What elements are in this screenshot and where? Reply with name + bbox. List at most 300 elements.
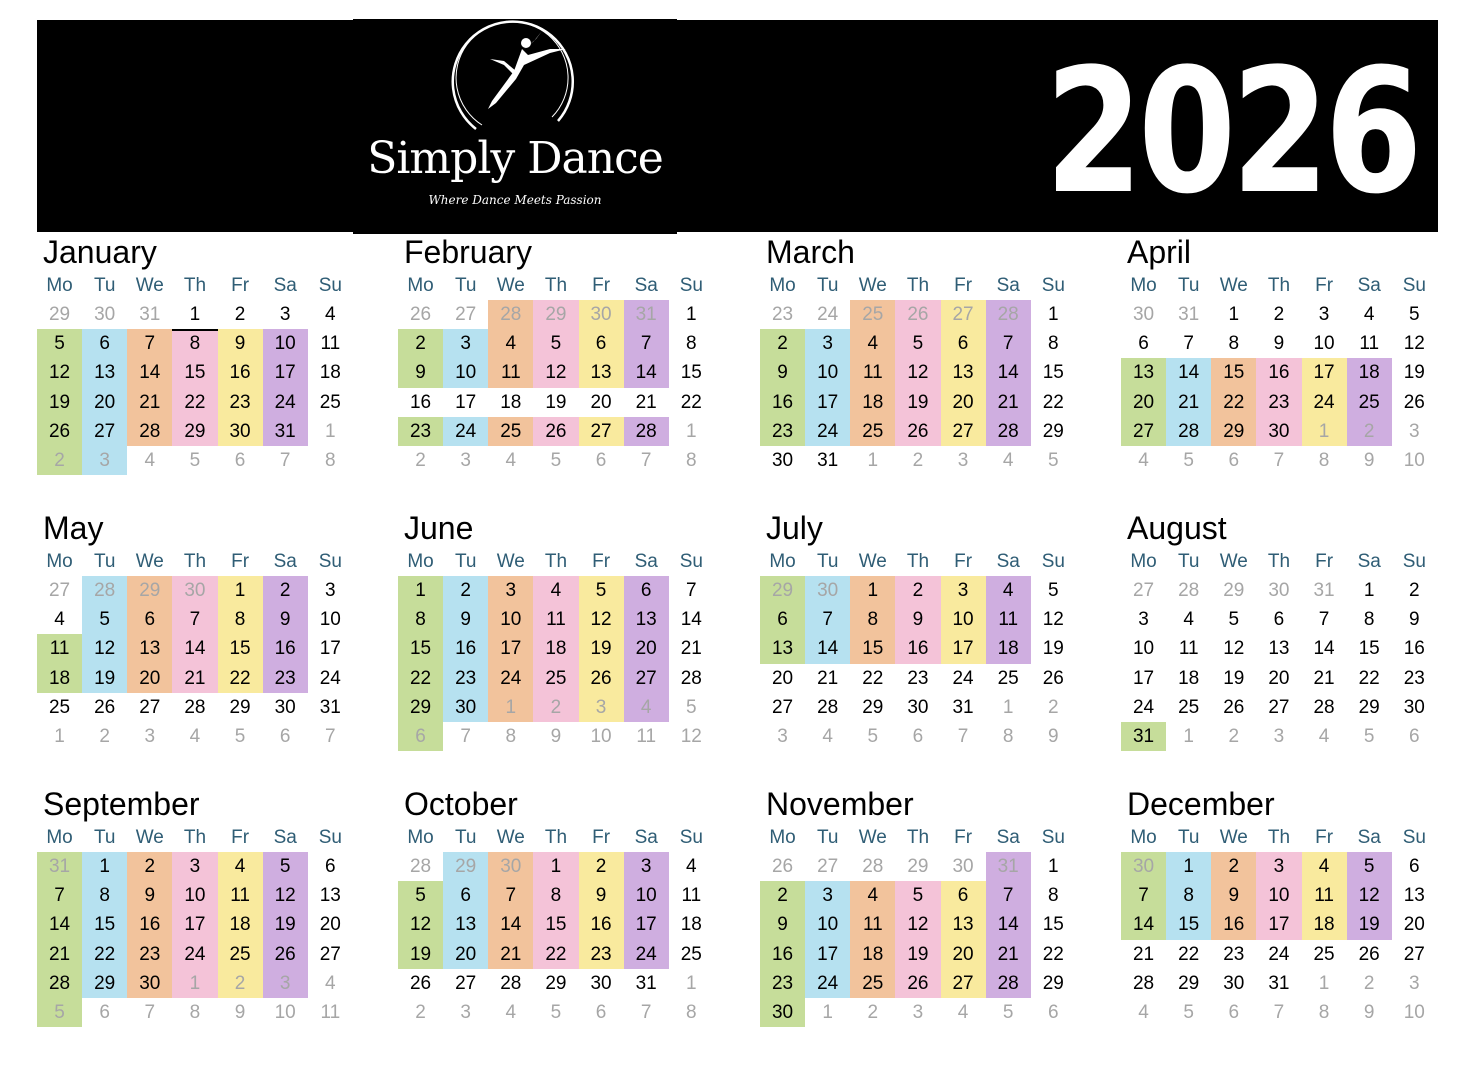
day-cell: 6 xyxy=(760,605,805,634)
day-cell: 2 xyxy=(760,881,805,910)
adjacent-month-day-cell: 5 xyxy=(550,449,562,471)
weekday-header: Tu xyxy=(93,275,116,296)
day-cell: 6 xyxy=(579,329,624,358)
adjacent-month-day-cell: 3 xyxy=(1409,420,1420,442)
day-cell: 21 xyxy=(37,940,82,969)
day-cell: 29 xyxy=(1042,420,1064,442)
day-cell: 8 xyxy=(1048,333,1059,355)
day-cell: 13 xyxy=(579,358,624,387)
day-cell: 25 xyxy=(218,940,263,969)
day-cell: 18 xyxy=(850,388,895,417)
day-cell: 12 xyxy=(1042,609,1064,631)
day-cell: 7 xyxy=(172,605,217,634)
adjacent-month-day-cell: 25 xyxy=(850,300,895,329)
day-cell: 2 xyxy=(127,852,172,881)
day-cell: 14 xyxy=(805,634,850,663)
day-cell: 9 xyxy=(127,881,172,910)
day-cell: 24 xyxy=(263,388,308,417)
day-cell: 30 xyxy=(760,998,805,1027)
adjacent-month-day-cell: 10 xyxy=(1403,1001,1425,1023)
adjacent-month-day-cell: 1 xyxy=(686,420,697,442)
day-cell: 14 xyxy=(1313,638,1335,660)
adjacent-month-day-cell: 6 xyxy=(595,1001,607,1023)
adjacent-month-day-cell: 4 xyxy=(624,693,669,722)
day-cell: 2 xyxy=(398,329,443,358)
day-cell: 10 xyxy=(1132,638,1155,660)
day-cell: 11 xyxy=(850,358,895,387)
adjacent-month-day-cell: 8 xyxy=(1318,449,1330,471)
day-cell: 5 xyxy=(82,605,127,634)
weekday-header: Tu xyxy=(816,551,839,572)
day-cell: 6 xyxy=(325,856,336,877)
day-cell: 13 xyxy=(1121,358,1166,387)
day-cell: 2 xyxy=(443,576,488,605)
day-cell: 19 xyxy=(579,634,624,663)
month-title: August xyxy=(1127,510,1227,546)
adjacent-month-day-cell: 7 xyxy=(1273,449,1285,471)
month-grid xyxy=(1121,824,1436,1027)
day-cell: 4 xyxy=(850,881,895,910)
day-cell: 23 xyxy=(263,664,308,693)
day-cell: 13 xyxy=(127,634,172,663)
month-grid xyxy=(1121,272,1436,475)
adjacent-month-day-cell: 5 xyxy=(1363,725,1375,747)
adjacent-month-day-cell: 28 xyxy=(986,300,1031,329)
day-cell: 6 xyxy=(941,329,986,358)
day-cell: 7 xyxy=(986,881,1031,910)
day-cell: 1 xyxy=(1166,852,1211,881)
adjacent-month-day-cell: 6 xyxy=(1228,449,1240,471)
day-cell: 23 xyxy=(1256,388,1301,417)
weekday-header: Fr xyxy=(231,827,250,848)
day-cell: 22 xyxy=(1211,388,1256,417)
weekday-header: We xyxy=(858,275,887,296)
day-cell: 8 xyxy=(850,605,895,634)
adjacent-month-day-cell: 10 xyxy=(1403,449,1425,471)
day-cell: 13 xyxy=(82,358,127,387)
day-cell: 20 xyxy=(624,634,669,663)
day-cell: 18 xyxy=(1178,667,1200,689)
day-cell: 17 xyxy=(1302,358,1347,387)
day-cell: 24 xyxy=(319,667,341,689)
day-cell: 29 xyxy=(1211,417,1256,446)
adjacent-month-day-cell: 5 xyxy=(867,725,879,747)
day-cell: 20 xyxy=(82,388,127,417)
weekday-header: Sa xyxy=(634,275,658,296)
adjacent-month-day-cell: 10 xyxy=(590,725,612,747)
day-cell: 6 xyxy=(443,881,488,910)
adjacent-month-day-cell: 31 xyxy=(624,300,669,329)
day-cell: 28 xyxy=(127,417,172,446)
day-cell: 30 xyxy=(590,972,612,994)
adjacent-month-day-cell: 29 xyxy=(760,576,805,605)
adjacent-month-day-cell: 2 xyxy=(218,969,263,998)
day-cell: 21 xyxy=(172,664,217,693)
day-cell: 27 xyxy=(1268,696,1290,718)
adjacent-month-day-cell: 11 xyxy=(320,1001,341,1023)
weekday-header: Sa xyxy=(996,275,1020,296)
day-cell: 15 xyxy=(82,910,127,939)
adjacent-month-day-cell: 2 xyxy=(912,449,924,471)
day-cell: 27 xyxy=(455,972,477,994)
day-cell: 28 xyxy=(1166,417,1211,446)
day-cell: 26 xyxy=(1223,696,1245,718)
weekday-header: Th xyxy=(544,275,568,296)
month-title: September xyxy=(43,786,200,822)
adjacent-month-day-cell: 3 xyxy=(1409,972,1420,994)
day-cell: 18 xyxy=(218,910,263,939)
day-cell: 22 xyxy=(398,664,443,693)
day-cell: 29 xyxy=(862,696,884,718)
day-cell: 27 xyxy=(941,969,986,998)
day-cell: 15 xyxy=(1358,638,1380,660)
adjacent-month-day-cell: 7 xyxy=(279,449,291,471)
day-cell: 23 xyxy=(760,969,805,998)
day-cell: 22 xyxy=(172,388,217,417)
month-title: July xyxy=(766,510,823,546)
day-cell: 16 xyxy=(1256,358,1301,387)
day-cell: 10 xyxy=(805,910,850,939)
day-cell: 16 xyxy=(263,634,308,663)
adjacent-month-day-cell: 8 xyxy=(1002,725,1014,747)
day-cell: 3 xyxy=(325,580,336,601)
day-cell: 28 xyxy=(500,972,522,994)
day-cell: 26 xyxy=(409,972,432,994)
weekday-header: Tu xyxy=(93,827,116,848)
day-cell: 20 xyxy=(1268,667,1290,689)
weekday-header: We xyxy=(135,551,164,572)
day-cell: 5 xyxy=(579,576,624,605)
day-cell: 31 xyxy=(1121,722,1166,751)
weekday-header: Th xyxy=(906,551,930,572)
day-cell: 13 xyxy=(443,910,488,939)
weekday-header: Fr xyxy=(231,551,250,572)
day-cell: 13 xyxy=(1403,885,1425,907)
adjacent-month-day-cell: 8 xyxy=(325,449,336,471)
adjacent-month-day-cell: 4 xyxy=(957,1001,969,1023)
day-cell: 14 xyxy=(127,358,172,387)
day-cell: 1 xyxy=(533,852,578,881)
day-cell: 17 xyxy=(455,391,477,413)
day-cell: 20 xyxy=(941,388,986,417)
day-cell: 16 xyxy=(127,910,172,939)
adjacent-month-day-cell: 4 xyxy=(189,725,201,747)
weekday-header: Fr xyxy=(1315,827,1334,848)
day-cell: 30 xyxy=(771,449,794,471)
day-cell: 29 xyxy=(82,969,127,998)
weekday-header: Sa xyxy=(634,827,658,848)
day-cell: 7 xyxy=(986,329,1031,358)
adjacent-month-day-cell: 2 xyxy=(37,446,82,475)
weekday-header: Sa xyxy=(1357,827,1381,848)
day-cell: 5 xyxy=(1347,852,1392,881)
month-grid xyxy=(37,548,352,751)
adjacent-month-day-cell: 8 xyxy=(505,725,517,747)
day-cell: 29 xyxy=(172,417,217,446)
day-cell: 24 xyxy=(1132,696,1155,718)
adjacent-month-day-cell: 3 xyxy=(912,1001,924,1023)
adjacent-month-day-cell: 2 xyxy=(867,1001,879,1023)
day-cell: 8 xyxy=(82,881,127,910)
weekday-header: Su xyxy=(1041,551,1065,572)
adjacent-month-day-cell: 27 xyxy=(941,300,986,329)
day-cell: 18 xyxy=(1302,910,1347,939)
adjacent-month-day-cell: 6 xyxy=(279,725,291,747)
weekday-header: Mo xyxy=(46,551,73,572)
day-cell: 2 xyxy=(234,304,246,325)
month-grid xyxy=(1121,548,1436,751)
day-cell: 18 xyxy=(1347,358,1392,387)
weekday-header: Mo xyxy=(769,551,796,572)
day-cell: 21 xyxy=(1166,388,1211,417)
adjacent-month-day-cell: 4 xyxy=(505,449,517,471)
day-cell: 4 xyxy=(54,609,65,631)
adjacent-month-day-cell: 2 xyxy=(533,693,578,722)
header-banner xyxy=(37,20,1438,232)
day-cell: 17 xyxy=(319,638,341,660)
adjacent-month-day-cell: 7 xyxy=(957,725,969,747)
adjacent-month-day-cell: 1 xyxy=(1002,696,1014,718)
weekday-header: Tu xyxy=(454,551,477,572)
month-title: June xyxy=(404,510,474,546)
weekday-header: We xyxy=(858,551,887,572)
day-cell: 30 xyxy=(218,417,263,446)
day-cell: 26 xyxy=(37,417,82,446)
adjacent-month-day-cell: 6 xyxy=(595,449,607,471)
day-cell: 1 xyxy=(1228,304,1240,325)
day-cell: 1 xyxy=(189,304,201,325)
day-cell: 4 xyxy=(488,329,533,358)
day-cell: 7 xyxy=(686,580,697,601)
adjacent-month-day-cell: 2 xyxy=(415,449,426,471)
day-cell: 12 xyxy=(398,910,443,939)
day-cell: 19 xyxy=(263,910,308,939)
weekday-header: Mo xyxy=(407,827,434,848)
day-cell: 13 xyxy=(319,885,341,907)
adjacent-month-day-cell: 27 xyxy=(1132,580,1155,601)
weekday-header: Sa xyxy=(996,551,1020,572)
year-title: 2026 xyxy=(1045,31,1418,232)
month-july xyxy=(760,508,1075,751)
adjacent-month-day-cell: 9 xyxy=(550,725,562,747)
day-cell: 13 xyxy=(760,634,805,663)
day-cell: 12 xyxy=(1223,638,1245,660)
day-cell: 10 xyxy=(263,329,308,358)
day-cell: 28 xyxy=(986,417,1031,446)
day-cell: 1 xyxy=(1363,580,1375,601)
day-cell: 5 xyxy=(533,329,578,358)
adjacent-month-day-cell: 1 xyxy=(172,969,217,998)
day-cell: 22 xyxy=(218,664,263,693)
day-cell: 23 xyxy=(1223,943,1245,965)
day-cell: 16 xyxy=(409,391,432,413)
day-cell: 24 xyxy=(172,940,217,969)
day-cell: 8 xyxy=(398,605,443,634)
day-cell: 9 xyxy=(760,910,805,939)
day-cell: 25 xyxy=(850,417,895,446)
day-cell: 27 xyxy=(771,696,794,718)
adjacent-month-day-cell: 3 xyxy=(82,446,127,475)
day-cell: 19 xyxy=(545,391,567,413)
weekday-header: Th xyxy=(183,551,207,572)
adjacent-month-day-cell: 4 xyxy=(822,725,833,747)
day-cell: 4 xyxy=(986,576,1031,605)
weekday-header: Sa xyxy=(1357,551,1381,572)
weekday-header: We xyxy=(1219,275,1248,296)
weekday-header: Tu xyxy=(93,551,116,572)
adjacent-month-day-cell: 2 xyxy=(99,725,110,747)
weekday-header: Mo xyxy=(46,827,73,848)
brand-name: Simply Dance xyxy=(367,133,663,184)
day-cell: 22 xyxy=(862,667,884,689)
day-cell: 19 xyxy=(37,388,82,417)
day-cell: 9 xyxy=(1273,333,1285,355)
day-cell: 30 xyxy=(274,696,296,718)
day-cell: 27 xyxy=(1403,943,1425,965)
day-cell: 18 xyxy=(533,634,578,663)
day-cell: 8 xyxy=(686,333,697,355)
day-cell: 6 xyxy=(1409,856,1420,877)
adjacent-month-day-cell: 11 xyxy=(636,725,657,747)
day-cell: 25 xyxy=(850,969,895,998)
day-cell: 19 xyxy=(398,940,443,969)
adjacent-month-day-cell: 8 xyxy=(686,1001,697,1023)
adjacent-month-day-cell: 27 xyxy=(48,580,71,601)
day-cell: 13 xyxy=(941,358,986,387)
day-cell: 21 xyxy=(127,388,172,417)
day-cell: 22 xyxy=(1042,391,1064,413)
day-cell: 4 xyxy=(218,852,263,881)
day-cell: 30 xyxy=(1256,417,1301,446)
adjacent-month-day-cell: 1 xyxy=(1302,417,1347,446)
day-cell: 6 xyxy=(624,576,669,605)
day-cell: 22 xyxy=(533,940,578,969)
day-cell: 16 xyxy=(579,910,624,939)
day-cell: 3 xyxy=(1318,304,1330,325)
adjacent-month-day-cell: 6 xyxy=(912,725,924,747)
day-cell: 3 xyxy=(443,329,488,358)
day-cell: 2 xyxy=(263,576,308,605)
day-cell: 21 xyxy=(680,638,702,660)
day-cell: 13 xyxy=(1268,638,1290,660)
day-cell: 24 xyxy=(805,417,850,446)
day-cell: 14 xyxy=(1121,910,1166,939)
day-cell: 25 xyxy=(1313,943,1335,965)
adjacent-month-day-cell: 30 xyxy=(952,856,974,877)
day-cell: 8 xyxy=(172,329,217,358)
adjacent-month-day-cell: 31 xyxy=(1178,304,1200,325)
day-cell: 25 xyxy=(48,696,71,718)
day-cell: 29 xyxy=(545,972,567,994)
adjacent-month-day-cell: 10 xyxy=(274,1001,296,1023)
day-cell: 24 xyxy=(443,417,488,446)
day-cell: 5 xyxy=(1048,580,1059,601)
day-cell: 21 xyxy=(986,940,1031,969)
adjacent-month-day-cell: 3 xyxy=(1273,725,1285,747)
adjacent-month-day-cell: 1 xyxy=(686,972,697,994)
adjacent-month-day-cell: 5 xyxy=(1183,1001,1194,1023)
day-cell: 2 xyxy=(1211,852,1256,881)
weekday-header: We xyxy=(1219,827,1248,848)
brand-tagline: Where Dance Meets Passion xyxy=(428,193,602,207)
month-grid xyxy=(760,824,1075,1027)
day-cell: 23 xyxy=(760,417,805,446)
weekday-header: We xyxy=(858,827,887,848)
day-cell: 8 xyxy=(1228,333,1240,355)
day-cell: 12 xyxy=(533,358,578,387)
day-cell: 19 xyxy=(895,388,940,417)
day-cell: 20 xyxy=(127,664,172,693)
weekday-header: We xyxy=(135,275,164,296)
weekday-header: Th xyxy=(1267,275,1291,296)
day-cell: 18 xyxy=(850,940,895,969)
adjacent-month-day-cell: 7 xyxy=(144,1001,156,1023)
day-cell: 27 xyxy=(1121,417,1166,446)
day-cell: 14 xyxy=(986,358,1031,387)
day-cell: 15 xyxy=(680,362,702,384)
adjacent-month-day-cell: 7 xyxy=(460,725,471,747)
adjacent-month-day-cell: 30 xyxy=(1132,304,1155,325)
weekday-header: Th xyxy=(183,275,207,296)
day-cell: 20 xyxy=(443,940,488,969)
weekday-header: We xyxy=(135,827,164,848)
day-cell: 2 xyxy=(895,576,940,605)
day-cell: 8 xyxy=(1363,609,1375,631)
adjacent-month-day-cell: 30 xyxy=(1268,580,1290,601)
adjacent-month-day-cell: 3 xyxy=(460,1001,471,1023)
day-cell: 20 xyxy=(319,914,341,936)
weekday-header: Tu xyxy=(816,275,839,296)
weekday-header: We xyxy=(1219,551,1248,572)
month-title: February xyxy=(404,234,533,270)
weekday-header: Su xyxy=(679,275,703,296)
adjacent-month-day-cell: 5 xyxy=(686,696,697,718)
adjacent-month-day-cell: 26 xyxy=(895,300,940,329)
day-cell: 8 xyxy=(1166,881,1211,910)
day-cell: 1 xyxy=(218,576,263,605)
adjacent-month-day-cell: 8 xyxy=(686,449,697,471)
day-cell: 26 xyxy=(895,969,940,998)
brand-logo xyxy=(353,17,677,234)
day-cell: 22 xyxy=(1358,667,1380,689)
day-cell: 24 xyxy=(1302,388,1347,417)
day-cell: 11 xyxy=(681,885,702,907)
day-cell: 1 xyxy=(1048,304,1059,325)
day-cell: 31 xyxy=(263,417,308,446)
month-june xyxy=(398,508,713,751)
weekday-header: Mo xyxy=(769,275,796,296)
adjacent-month-day-cell: 4 xyxy=(1138,449,1149,471)
day-cell: 12 xyxy=(1403,333,1425,355)
day-cell: 11 xyxy=(1302,881,1347,910)
weekday-header: Su xyxy=(1041,827,1065,848)
adjacent-month-day-cell: 4 xyxy=(1138,1001,1149,1023)
day-cell: 27 xyxy=(624,664,669,693)
day-cell: 12 xyxy=(579,605,624,634)
adjacent-month-day-cell: 1 xyxy=(867,449,879,471)
day-cell: 15 xyxy=(1211,358,1256,387)
day-cell: 10 xyxy=(488,605,533,634)
day-cell: 27 xyxy=(139,696,161,718)
day-cell: 11 xyxy=(850,910,895,939)
day-cell: 17 xyxy=(172,910,217,939)
weekday-header: Mo xyxy=(407,275,434,296)
day-cell: 28 xyxy=(680,667,702,689)
adjacent-month-day-cell: 4 xyxy=(144,449,156,471)
adjacent-month-day-cell: 4 xyxy=(325,972,336,994)
adjacent-month-day-cell: 28 xyxy=(862,856,884,877)
adjacent-month-day-cell: 30 xyxy=(488,852,533,881)
